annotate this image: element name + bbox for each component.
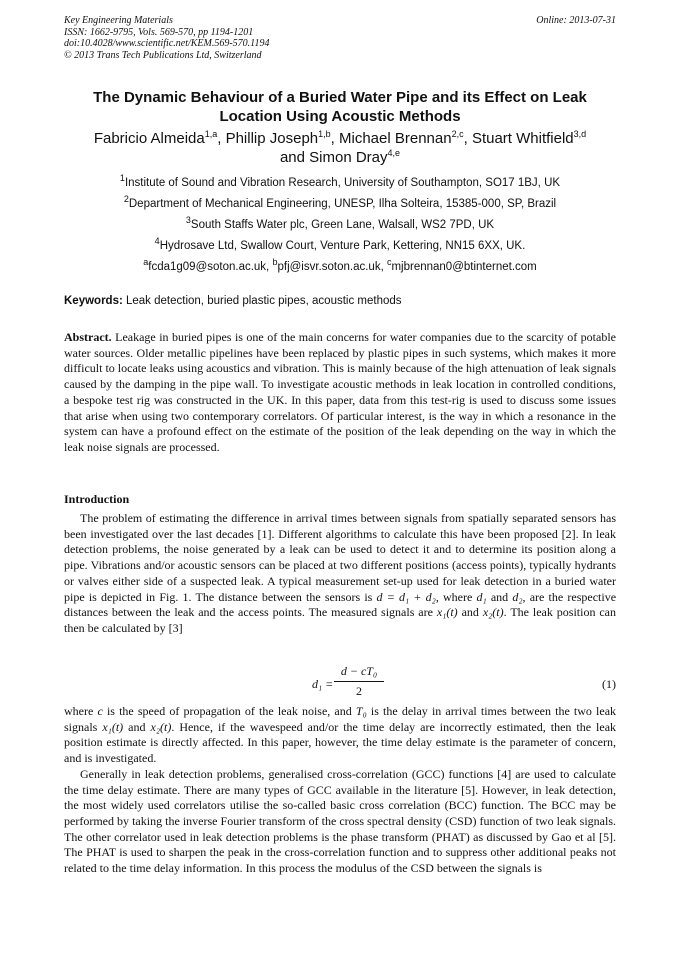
inline-math: d₂ (512, 589, 523, 604)
affiliation-text: Institute of Sound and Vibration Research, University of Southampton, SO17 1BJ, UK (124, 177, 561, 189)
abstract-label: Abstract. (64, 330, 112, 344)
doi-line: doi:10.4028/www.scientific.net/KEM.569-570.1194 (64, 38, 270, 49)
affiliation (64, 236, 616, 257)
equation-numerator: d − cT₀ (334, 664, 384, 682)
author-affiliation-mark: 2,c (451, 129, 464, 139)
affiliation (64, 215, 616, 236)
email-link[interactable]: pfj@isvr.soton.ac.uk, (277, 261, 384, 273)
author-name: Phillip Joseph (225, 130, 319, 147)
equation-fraction (334, 664, 384, 699)
equation-denominator: 2 (356, 684, 362, 698)
author-affiliation-mark: 4,e (387, 148, 401, 158)
keywords-label: Keywords: (64, 295, 123, 307)
author-name: Stuart Whitfield (471, 130, 574, 147)
issn-line: ISSN: 1662-9795, Vols. 569-570, pp 1194-1201 (64, 26, 254, 38)
affiliation-number: 4 (154, 236, 160, 247)
author-name: Fabricio Almeida (93, 130, 205, 147)
abstract-text: Leakage in buried pipes is one of the main concerns for water companies due to the scarcity of potable water sources. Older metallic pipelines have been replaced by plastic pipes in such systems, which makes it more difficult to locate leaks using acoustics and vibration. This is mainly because of the high attenuation of leak signals caused by the damping in the pipe wall. To investigate acoustic methods in leak location in controlled conditions, a bespoke test rig was constructed in the UK. In this paper, data from this test-rig is used to discuss some issues that arise when using two contemporary correlators. Of particular interest, is the way in which a resonance in the system can have a profound effect on the estimate of the position of the leak depending on the way in which the leak noise signals are processed. (64, 330, 616, 454)
text-run: . Hence, if the wavespeed and/or the time delay are incorrectly estimated, then the leak position estimate is directly affected. In this paper, however, the time delay estimate is the parameter of concern, and is investigated. (64, 719, 617, 766)
inline-math: d = d₁ + d₂ (376, 589, 436, 604)
introduction-paragraph-2 (64, 704, 616, 877)
text-run: is the speed of propagation of the leak noise, and (106, 704, 352, 718)
email-link[interactable]: mjbrennan0@btinternet.com (391, 261, 537, 273)
email-mark: c (386, 257, 392, 268)
copyright-line: © 2013 Trans Tech Publications Ltd, Switzerland (64, 49, 262, 61)
inline-math: T₀ (355, 704, 367, 718)
affiliation-number: 1 (119, 173, 125, 184)
text-run: . The leak position can then be calculated by [3] (64, 605, 617, 635)
paragraph (64, 511, 616, 637)
text-run: , where (435, 589, 473, 604)
journal-header (64, 15, 616, 61)
email-mark: b (272, 257, 278, 268)
text-run: is the delay in arrival times between the two leak signals (64, 704, 617, 734)
affiliation-text: Department of Mechanical Engineering, UNESP, Ilha Solteira, 15385-000, SP, Brazil (128, 198, 557, 210)
author-name: Michael Brennan (339, 130, 452, 147)
paper-title: The Dynamic Behaviour of a Buried Water Pipe and its Effect on Leak Location Using Acoustic Methods (93, 89, 587, 125)
inline-math: x₁(t) (436, 605, 458, 620)
introduction-paragraph-1 (64, 511, 616, 637)
journal-name: Key Engineering Materials (64, 15, 173, 26)
text-run: , are the respective distances between the leak and the access points. The measured signals are (64, 589, 617, 620)
inline-math: x₁(t) (102, 719, 124, 734)
text-run: and (490, 589, 509, 604)
email-mark: a (143, 257, 149, 268)
inline-math: x₂(t) (482, 605, 504, 620)
text-run: where (64, 704, 94, 718)
section-heading-introduction: Introduction (64, 492, 130, 506)
text-run: The problem of estimating the difference in arrival times between signals from spatially separated sensors has been investigated over the last decades [1]. Different algorithms to calculate this have been proposed [2]. In leak detection problems, the noise generated by a leak can be used to detect it and to determine its position along a pipe. Vibrations and/or acoustic sensors can be placed at two different positions (access points), typically hydrants or valves either side of a suspected leak. A typical measurement set-up used for leak detection in a buried water pipe is depicted in Fig. 1. The distance between the sensors is (64, 511, 616, 604)
abstract (64, 330, 616, 456)
introduction-paragraph-3: Generally in leak detection problems, generalised cross-correlation (GCC) functions [4] are used to calculate the time delay estimate. There are many types of GCC available in the literature [5]. However, in leak detection, the most widely used correlators utilise the so-called basic cross correlation (BCC) function. The BCC may be performed by taking the inverse Fourier transform of the cross spectral density (CSD) function of two leak signals. The other correlator used in leak detection problems is the phase transform (PHAT) as discussed by Gao et al [5]. The PHAT is used to sharpen the peak in the cross-correlation function and to suppress other additional peaks not related to the time delay information. In this process the modulus of the CSD between the signals is (64, 766, 616, 876)
author-affiliation-mark: 3,d (573, 129, 587, 139)
inline-math: d₁ (476, 589, 487, 604)
keywords (64, 293, 616, 309)
email-list (64, 257, 616, 278)
affiliation-list (64, 173, 616, 278)
inline-math: x₂(t) (150, 719, 172, 734)
equation-1 (64, 664, 616, 704)
online-date: Online: 2013-07-31 (536, 15, 616, 26)
inline-math: c (97, 704, 103, 718)
author-affiliation-mark: 1,a (204, 129, 218, 139)
email-link[interactable]: fcda1g09@soton.ac.uk, (148, 261, 270, 273)
affiliation-text: South Staffs Water plc, Green Lane, Walsall, WS2 7PD, UK (190, 219, 495, 231)
affiliation (64, 194, 616, 215)
author-list: Fabricio Almeida$^{1,a}$, Phillip Joseph$^{1,b}$, Michael Brennan$^{2,c}$, Stuart Whitfield$^{3,d}$ and Simon Dray$^{4,e}$ (93, 129, 587, 166)
affiliation-text: Hydrosave Ltd, Swallow Court, Venture Park, Kettering, NN15 6XX, UK. (159, 240, 526, 252)
author-affiliation-mark: 1,b (318, 129, 331, 139)
affiliation-number: 3 (185, 215, 191, 226)
paragraph (64, 704, 616, 767)
equation-number: (1) (602, 677, 616, 691)
equation-lhs: d₁ = (312, 677, 334, 691)
author-name: and Simon Dray (279, 149, 388, 166)
text-run: and (461, 605, 479, 620)
text-run: and (128, 719, 146, 734)
keywords-text: Leak detection, buried plastic pipes, acoustic methods (126, 295, 402, 307)
affiliation (64, 173, 616, 194)
affiliation-number: 2 (123, 194, 129, 205)
